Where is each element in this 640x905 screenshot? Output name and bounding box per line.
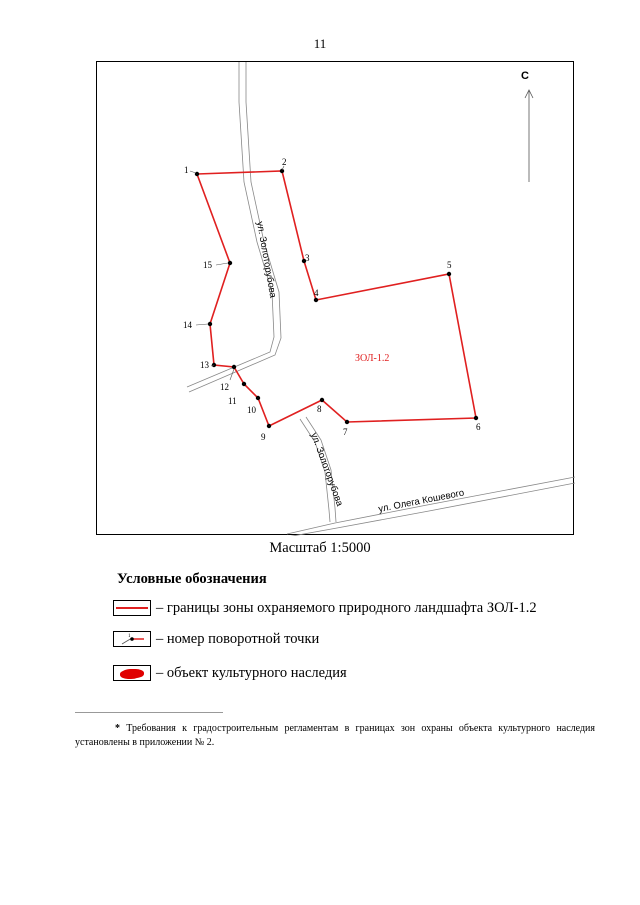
legend-item-boundary bbox=[113, 597, 537, 619]
point-label-1: 1 bbox=[184, 165, 189, 175]
point-label-15: 15 bbox=[203, 260, 212, 270]
map bbox=[96, 61, 574, 535]
point-label-11: 11 bbox=[228, 396, 237, 406]
zone-label: ЗОЛ-1.2 bbox=[355, 353, 390, 364]
footnote-text: Требования к градостроительным регламентам в границах зон охраны объекта культурного наследия установлены в приложении № 2. bbox=[75, 723, 596, 748]
point-label-7: 7 bbox=[343, 427, 348, 437]
vertex-points bbox=[195, 169, 478, 428]
north-label: С bbox=[521, 70, 529, 82]
page-number: 11 bbox=[313, 36, 327, 51]
legend-item-vertex bbox=[113, 628, 319, 650]
point-label-5: 5 bbox=[447, 260, 452, 270]
legend-label-boundary: – границы зоны охраняемого природного ландшафта ЗОЛ-1.2 bbox=[156, 599, 537, 616]
point-label-14: 14 bbox=[183, 320, 192, 330]
footnote-divider bbox=[75, 712, 223, 713]
legend-label-heritage: – объект культурного наследия bbox=[156, 664, 347, 681]
north-arrow-icon bbox=[525, 90, 533, 182]
vertex-point-icon bbox=[113, 631, 151, 647]
street-label-olega-koshevogo: ул. Олега Кошевого bbox=[377, 487, 466, 515]
point-label-2: 2 bbox=[282, 157, 287, 167]
point-label-4: 4 bbox=[314, 288, 319, 298]
svg-text:1: 1 bbox=[128, 634, 131, 639]
legend-label-vertex: – номер поворотной точки bbox=[156, 630, 320, 647]
point-label-3: 3 bbox=[305, 253, 310, 263]
point-label-6: 6 bbox=[476, 422, 481, 432]
point-label-10: 10 bbox=[247, 405, 256, 415]
legend-title: Условные обозначения bbox=[117, 571, 267, 587]
heritage-object-icon bbox=[113, 665, 151, 681]
point-label-9: 9 bbox=[261, 432, 266, 442]
street-label-zolotorubova-north: ул. Золоторубова bbox=[254, 220, 279, 299]
boundary-line-icon bbox=[113, 600, 151, 616]
point-label-12: 12 bbox=[220, 382, 229, 392]
point-label-8: 8 bbox=[317, 404, 322, 414]
legend-item-heritage bbox=[113, 662, 347, 684]
footnote bbox=[75, 722, 595, 750]
zone-boundary bbox=[197, 171, 476, 426]
footnote-marker: * bbox=[115, 723, 120, 734]
point-label-13: 13 bbox=[200, 360, 209, 370]
street-label-zolotorubova-south: ул. Золоторубова bbox=[308, 431, 345, 508]
scale-label: Масштаб 1:5000 bbox=[269, 540, 371, 556]
